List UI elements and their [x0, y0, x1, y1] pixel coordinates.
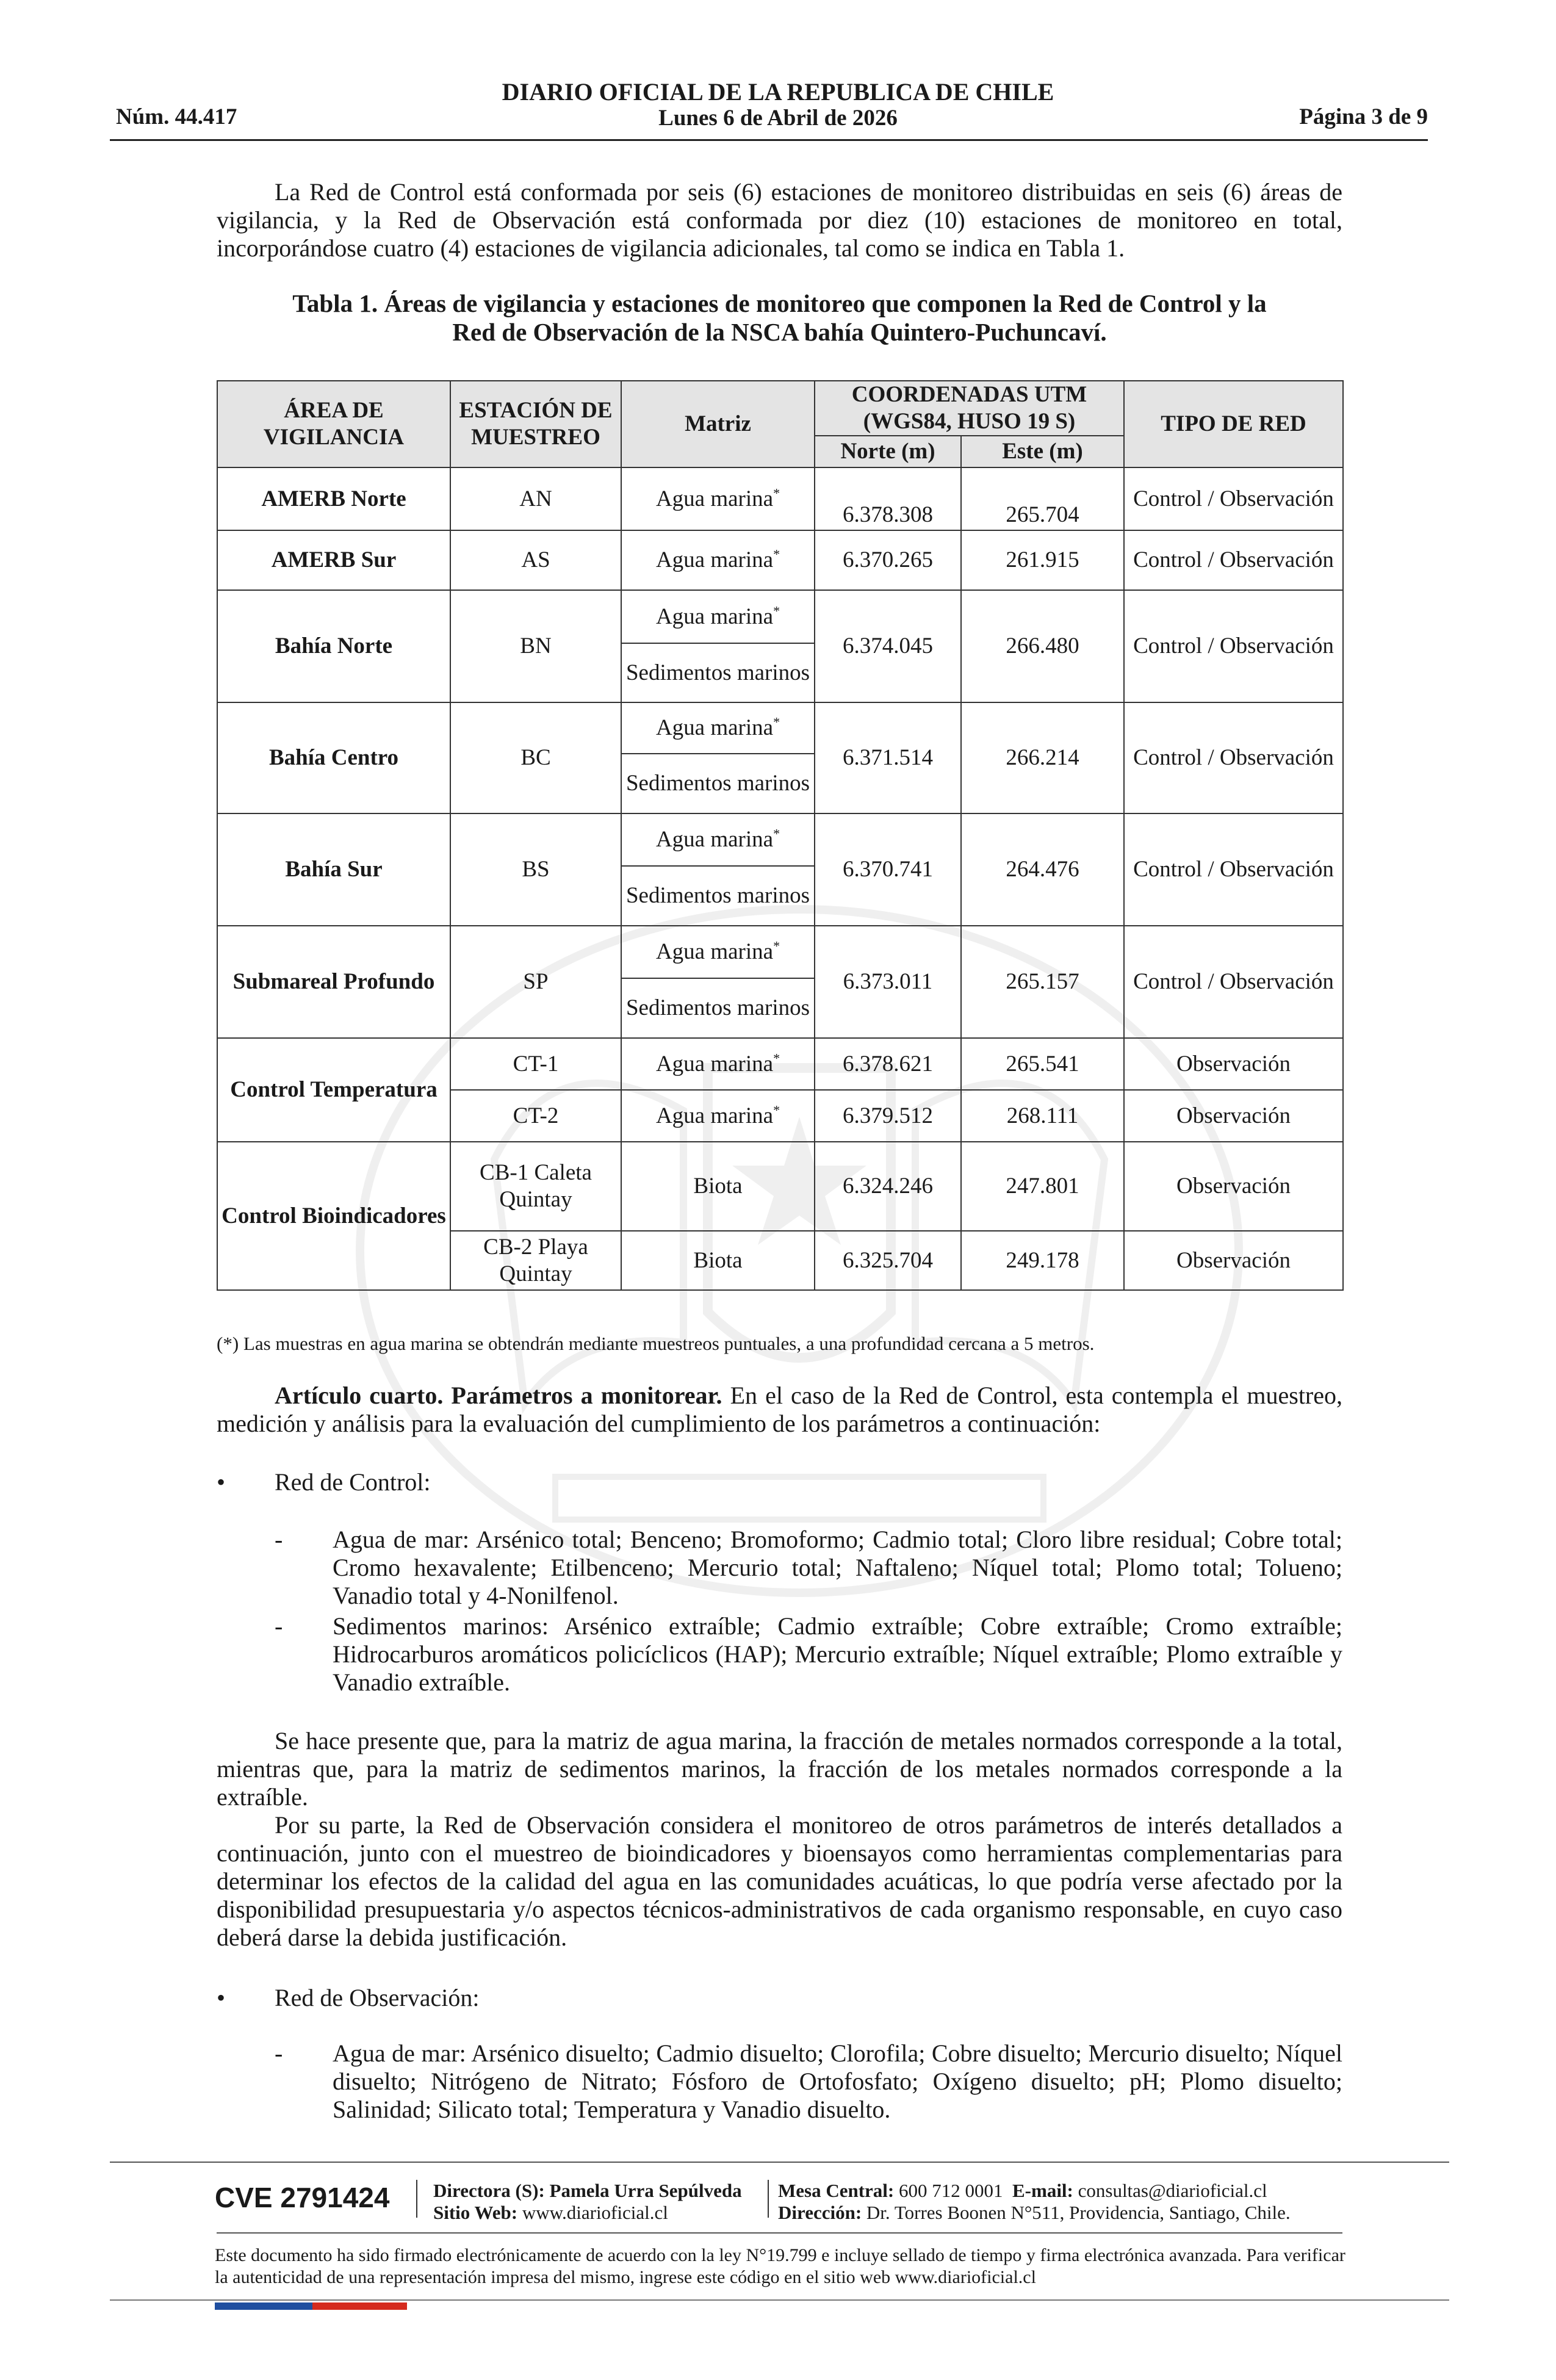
north-cell: 6.373.011 — [815, 926, 961, 1038]
phone-label: Mesa Central: — [778, 2180, 895, 2201]
network-cell: Observación — [1124, 1142, 1343, 1231]
area-cell: Bahía Sur — [217, 813, 450, 926]
matrix-cell: Biota — [621, 1231, 815, 1290]
matrix-cell: Agua marina* — [621, 1038, 815, 1090]
header-area: ÁREA DE VIGILANCIA — [217, 381, 450, 467]
observation-paragraph — [217, 1811, 1342, 1952]
east-cell: 261.915 — [961, 530, 1124, 590]
article-paragraph — [217, 1382, 1342, 1438]
list-item-text: Agua de mar: Arsénico disuelto; Cadmio disuelto; Clorofila; Cobre disuelto; Mercurio disuelto; Níquel disuelto; Nitrógeno de Nitrato; Fósforo de Ortofosfato; Oxígeno disuelto; pH; Plomo disuelto; Salinidad; Silicato total; Temperatura y Vanadio disuelto. — [333, 2039, 1342, 2123]
monitoring-stations-table — [217, 380, 1344, 1291]
area-cell: AMERB Sur — [217, 530, 450, 590]
matrix-cell: Sedimentos marinos — [621, 754, 815, 813]
east-cell: 265.541 — [961, 1038, 1124, 1090]
station-cell: AN — [450, 467, 621, 530]
network-cell: Control / Observación — [1124, 813, 1343, 926]
matrix-cell: Agua marina* — [621, 530, 815, 590]
director-name: Pamela Urra Sepúlveda — [549, 2180, 742, 2201]
station-cell: BC — [450, 702, 621, 813]
address-value: Dr. Torres Boonen N°511, Providencia, Santiago, Chile. — [866, 2202, 1291, 2223]
area-cell: Submareal Profundo — [217, 926, 450, 1038]
network-cell: Observación — [1124, 1090, 1343, 1142]
area-cell: Control Temperatura — [217, 1038, 450, 1142]
email-label: E-mail: — [1012, 2180, 1073, 2201]
matrix-cell: Sedimentos marinos — [621, 978, 815, 1038]
flag-stripe-blue — [215, 2302, 312, 2310]
matrix-cell: Agua marina* — [621, 926, 815, 978]
area-cell: Control Bioindicadores — [217, 1142, 450, 1290]
table-row — [217, 530, 1343, 590]
table-footnote: (*) Las muestras en agua marina se obtendrán mediante muestreos puntuales, a una profundidad cercana a 5 metros. — [217, 1333, 1095, 1354]
table-row — [217, 1142, 1343, 1231]
matrix-cell: Agua marina* — [621, 467, 815, 530]
fraction-paragraph-text: Se hace presente que, para la matriz de agua marina, la fracción de metales normados corresponde a la total, mientras que, para la matriz de sedimentos marinos, la fracción de los metales normados corresponde a la extraíble. — [217, 1727, 1342, 1811]
header-station: ESTACIÓN DE MUESTREO — [450, 381, 621, 467]
footer-divider — [110, 2162, 1449, 2163]
footer-separator — [416, 2180, 417, 2218]
table-row — [217, 813, 1343, 866]
issue-date: Lunes 6 de Abril de 2026 — [658, 106, 898, 131]
station-cell: AS — [450, 530, 621, 590]
matrix-cell: Agua marina* — [621, 590, 815, 643]
cve-code: CVE 2791424 — [215, 2182, 390, 2213]
north-cell: 6.371.514 — [815, 702, 961, 813]
dash-mark: - — [275, 2039, 283, 2067]
east-cell: 266.480 — [961, 590, 1124, 702]
bullet-mark: • — [217, 1468, 226, 1496]
site-label: Sitio Web: — [433, 2202, 518, 2223]
observation-network-bullet — [217, 1983, 480, 2012]
network-cell: Observación — [1124, 1231, 1343, 1290]
list-item — [275, 2039, 1342, 2124]
observation-network-label: Red de Observación: — [275, 1984, 480, 2011]
table-row — [217, 467, 1343, 530]
network-cell: Control / Observación — [1124, 702, 1343, 813]
list-item — [275, 1612, 1342, 1697]
matrix-cell: Agua marina* — [621, 813, 815, 866]
north-cell: 6.378.308 — [815, 467, 961, 530]
north-cell: 6.370.265 — [815, 530, 961, 590]
station-cell: CT-2 — [450, 1090, 621, 1142]
dash-mark: - — [275, 1612, 283, 1640]
site-link[interactable]: www.diarioficial.cl — [522, 2202, 668, 2223]
network-cell: Observación — [1124, 1038, 1343, 1090]
header-network-type: TIPO DE RED — [1124, 381, 1343, 467]
matrix-cell: Biota — [621, 1142, 815, 1231]
station-cell: BS — [450, 813, 621, 926]
north-cell: 6.378.621 — [815, 1038, 961, 1090]
phone-value: 600 712 0001 — [899, 2180, 1003, 2201]
dash-mark: - — [275, 1526, 283, 1553]
east-cell: 268.111 — [961, 1090, 1124, 1142]
station-cell: SP — [450, 926, 621, 1038]
table-caption-line: Tabla 1. Áreas de vigilancia y estaciones de monitoreo que componen la Red de Control y la — [292, 289, 1267, 317]
table-row — [217, 1038, 1343, 1090]
station-cell: CT-1 — [450, 1038, 621, 1090]
article-text: En el caso de la Red de Control, esta contempla el muestreo, medición y análisis para la evaluación del cumplimiento de los parámetros a continuación: — [217, 1382, 1342, 1437]
table-caption — [217, 289, 1342, 347]
observation-paragraph-text: Por su parte, la Red de Observación considera el monitoreo de otros parámetros de interés detallados a continuación, junto con el muestreo de bioindicadores y bioensayos como herramientas complementarias para determinar los efectos de la calidad del agua en las comunidades acuáticas, lo que podría verse afectado por la disponibilidad presupuestaria y/o aspectos técnicos-administrativos de cada organismo responsable, en cuyo caso deberá darse la debida justificación. — [217, 1811, 1342, 1951]
signature-notice: Este documento ha sido firmado electrónicamente de acuerdo con la ley N°19.799 e incluye sellado de tiempo y firma electrónica avanzada. Para verificar la autenticidad de una representación impresa del mismo, ingrese este código en el sitio web www.diarioficial.cl — [215, 2245, 1345, 2287]
list-item-text: Agua de mar: Arsénico total; Benceno; Bromoformo; Cadmio total; Cloro libre residual; Cobre total; Cromo hexavalente; Etilbenceno; Mercurio total; Naftaleno; Níquel total; Plomo total; Tolueno; Vanadio total y 4-Nonilfenol. — [333, 1526, 1342, 1609]
director-label: Directora (S): — [433, 2180, 545, 2201]
fraction-paragraph — [217, 1727, 1342, 1811]
area-cell: Bahía Norte — [217, 590, 450, 702]
north-cell: 6.374.045 — [815, 590, 961, 702]
footer-director-info — [433, 2180, 742, 2224]
article-heading: Artículo cuarto. Parámetros a monitorear. — [275, 1382, 722, 1409]
address-label: Dirección: — [778, 2202, 862, 2223]
list-item-text: Sedimentos marinos: Arsénico extraíble; Cadmio extraíble; Cobre extraíble; Cromo extraíble; Hidrocarburos aromáticos policíclicos (HAP); Mercurio extraíble; Níquel extraíble; Plomo extraíble y Vanadio extraíble. — [333, 1612, 1342, 1696]
network-cell: Control / Observación — [1124, 530, 1343, 590]
newspaper-title: DIARIO OFICIAL DE LA REPUBLICA DE CHILE — [502, 78, 1054, 106]
table-caption-line: Red de Observación de la NSCA bahía Quintero-Puchuncaví. — [452, 318, 1107, 346]
header-matrix: Matriz — [621, 381, 815, 467]
network-cell: Control / Observación — [1124, 590, 1343, 702]
matrix-cell: Sedimentos marinos — [621, 866, 815, 926]
control-network-bullet — [217, 1468, 431, 1496]
table-row — [217, 590, 1343, 643]
footer-divider — [110, 2299, 1449, 2301]
east-cell: 264.476 — [961, 813, 1124, 926]
area-cell: AMERB Norte — [217, 467, 450, 530]
north-cell: 6.325.704 — [815, 1231, 961, 1290]
footer-contact-info — [778, 2180, 1291, 2224]
area-cell: Bahía Centro — [217, 702, 450, 813]
east-cell: 265.704 — [961, 467, 1124, 530]
east-cell: 247.801 — [961, 1142, 1124, 1231]
north-cell: 6.370.741 — [815, 813, 961, 926]
flag-stripe-red — [312, 2302, 407, 2310]
intro-paragraph: La Red de Control está conformada por seis (6) estaciones de monitoreo distribuidas en seis (6) áreas de vigilancia, y la Red de Observación está conformada por diez (10) estaciones de monitoreo en total, incorporándose cuatro (4) estaciones de vigilancia adicionales, tal como se indica en Tabla 1. — [217, 178, 1342, 262]
footer-separator — [768, 2180, 769, 2218]
north-cell: 6.379.512 — [815, 1090, 961, 1142]
header-coordinates: COORDENADAS UTM (WGS84, HUSO 19 S) — [815, 381, 1124, 436]
network-cell: Control / Observación — [1124, 926, 1343, 1038]
network-cell: Control / Observación — [1124, 467, 1343, 530]
page-number: Página 3 de 9 — [1299, 104, 1428, 129]
matrix-cell: Sedimentos marinos — [621, 643, 815, 702]
header-divider — [110, 139, 1428, 141]
list-item — [275, 1526, 1342, 1610]
north-cell: 6.324.246 — [815, 1142, 961, 1231]
footer-divider — [217, 2232, 1342, 2234]
control-network-label: Red de Control: — [275, 1468, 431, 1496]
east-cell: 265.157 — [961, 926, 1124, 1038]
header-north: Norte (m) — [815, 436, 961, 467]
table-row — [217, 926, 1343, 978]
table-row — [217, 702, 1343, 754]
station-cell: CB-2 Playa Quintay — [450, 1231, 621, 1290]
east-cell: 266.214 — [961, 702, 1124, 813]
east-cell: 249.178 — [961, 1231, 1124, 1290]
matrix-cell: Agua marina* — [621, 1090, 815, 1142]
header-east: Este (m) — [961, 436, 1124, 467]
issue-number: Núm. 44.417 — [116, 104, 237, 129]
station-cell: CB-1 Caleta Quintay — [450, 1142, 621, 1231]
email-link[interactable]: consultas@diarioficial.cl — [1078, 2180, 1267, 2201]
matrix-cell: Agua marina* — [621, 702, 815, 754]
station-cell: BN — [450, 590, 621, 702]
bullet-mark: • — [217, 1984, 226, 2011]
